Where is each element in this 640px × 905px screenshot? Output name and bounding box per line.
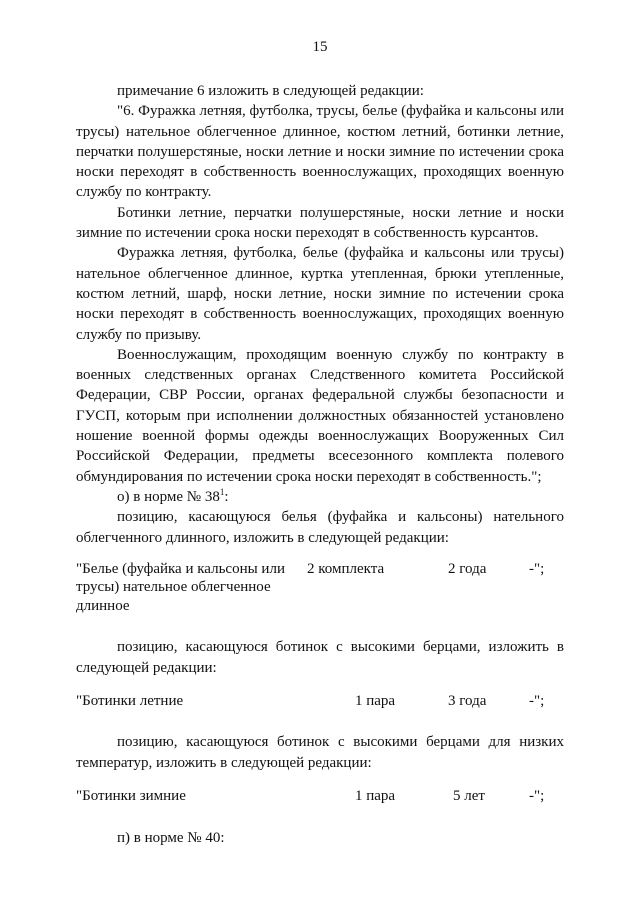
item-end-mark: -"; <box>529 788 545 805</box>
item-term: 5 лет <box>453 788 485 805</box>
item-quantity: 1 пара <box>355 788 396 805</box>
page-number: 15 <box>312 39 328 55</box>
paragraph-conscripts: Фуражка летняя, футболка, белье (фуфайка и кальсоны или трусы) нательное облегченное длинное, куртка утепленная, брюки утепленные, костюм летний, шарф, носки летние, носки зимние по истечении срока носки переходят в собственность военнослужащих, проходящих военную службу по призыву. <box>76 245 564 343</box>
norm-38-superscript: 1 <box>219 486 225 497</box>
item-end-mark: -"; <box>529 560 545 577</box>
norm-40-heading: п) в норме № 40: <box>117 829 225 846</box>
norm-38-suffix: : <box>224 488 229 505</box>
item-name: "Ботинки летние <box>76 692 184 709</box>
paragraph-investigative-bodies: Военнослужащим, проходящим военную службу по контракту в военных следственных органах Следственного комитета Российской Федерации, СВР России, органах федеральной службы безопасности и ГУСП, которым при исполнении должностных обязанностей установлено ношение военной формы одежды военнослужащих Вооруженных Сил Российской Федерации, предметы всесезонного комплекта полевого обмундирования по истечении срока носки переходят в собственность."; <box>76 346 564 485</box>
table-row-summer-boots <box>76 692 564 711</box>
table-row-winter-boots <box>76 787 564 806</box>
position-low-temp-boots-paragraph: позицию, касающуюся ботинок с высокими берцами для низких температур, изложить в следующей редакции: <box>76 734 564 771</box>
paragraph-note-6-intro: примечание 6 изложить в следующей редакции: <box>117 83 424 99</box>
norm-38-heading <box>76 487 564 507</box>
paragraph-contract-servicemen: "6. Фуражка летняя, футболка, трусы, белье (фуфайка и кальсоны или трусы) нательное облегченное длинное, костюм летний, ботинки летние, перчатки полушерстяные, носки летние и носки зимние по истечении срока носки переходят в собственность военнослужащих, проходящих военную службу по контракту. <box>76 103 564 201</box>
item-name: "Ботинки зимние <box>76 788 186 805</box>
paragraph-cadets: Ботинки летние, перчатки полушерстяные, носки летние и носки зимние по истечении срока носки переходят в собственность курсантов. <box>76 204 564 242</box>
item-name: "Белье (фуфайка и кальсоны или трусы) нательное облегченное длинное <box>76 560 285 614</box>
item-term: 2 года <box>448 560 487 577</box>
position-boots-paragraph: позицию, касающуюся ботинок с высокими берцами, изложить в следующей редакции: <box>76 639 564 676</box>
item-term: 3 года <box>448 692 487 709</box>
table-row-underwear <box>76 560 564 616</box>
item-end-mark: -"; <box>529 692 545 709</box>
item-quantity: 2 комплекта <box>307 560 385 577</box>
item-quantity: 1 пара <box>355 692 396 709</box>
document-body <box>76 81 564 848</box>
norm-38-text: о) в норме № 38 <box>117 488 220 505</box>
position-underwear-paragraph: позицию, касающуюся белья (фуфайка и кальсоны) нательного облегченного длинного, изложить в следующей редакции: <box>76 509 564 546</box>
